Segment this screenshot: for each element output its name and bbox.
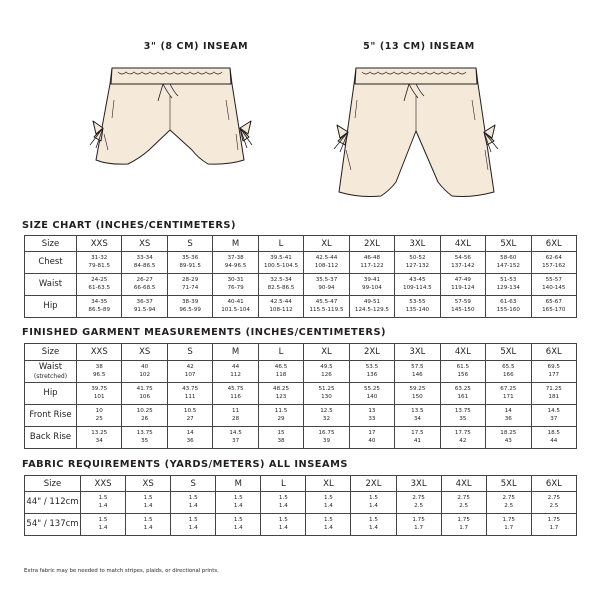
row-label: 54" / 137cm [25, 514, 81, 536]
measurement-cell: 46.5 118 [258, 361, 303, 383]
measurement-cell: 16.75 39 [304, 427, 349, 449]
size-chart-title: SIZE CHART (INCHES/CENTIMETERS) [22, 220, 236, 231]
size-column-header: L [258, 236, 303, 252]
measurement-cell: 1.5 1.4 [126, 492, 171, 514]
size-column-header: XL [304, 344, 349, 361]
row-label: Front Rise [25, 405, 77, 427]
measurement-cell: 39.75 101 [77, 383, 122, 405]
measurement-cell: 14 36 [486, 405, 531, 427]
measurement-cell: 42 107 [167, 361, 212, 383]
size-header: Size [25, 236, 77, 252]
fabric-requirements-title: FABRIC REQUIREMENTS (YARDS/METERS) ALL INSEAMS [22, 459, 348, 470]
measurement-cell: 50-52 127-132 [395, 252, 440, 274]
measurement-cell: 12.5 32 [304, 405, 349, 427]
measurement-cell: 69.5 177 [531, 361, 576, 383]
measurement-cell: 46-48 117-122 [349, 252, 394, 274]
size-chart-table [24, 235, 577, 318]
measurement-cell: 24-25 61-63.5 [77, 274, 122, 296]
measurement-cell: 2.75 2.5 [441, 492, 486, 514]
measurement-cell: 33-34 84-86.5 [122, 252, 167, 274]
measurement-cell: 13.75 35 [122, 427, 167, 449]
measurement-cell: 1.5 1.4 [171, 514, 216, 536]
row-label: Hip [25, 296, 77, 318]
measurement-cell: 31-32 79-81.5 [77, 252, 122, 274]
finished-measurements-title: FINISHED GARMENT MEASUREMENTS (INCHES/CENTIMETERS) [22, 327, 386, 338]
size-column-header: 4XL [440, 236, 485, 252]
measurement-cell: 43.75 111 [167, 383, 212, 405]
size-column-header: XS [126, 476, 171, 492]
size-column-header: 3XL [396, 476, 441, 492]
measurement-cell: 10.5 27 [167, 405, 212, 427]
size-column-header: S [167, 344, 212, 361]
measurement-cell: 35.5-37 90-94 [304, 274, 349, 296]
table-row [25, 383, 577, 405]
measurement-cell: 1.5 1.4 [216, 514, 261, 536]
table-row [25, 296, 577, 318]
measurement-cell: 40-41 101.5-104 [213, 296, 258, 318]
measurement-cell: 41.75 106 [122, 383, 167, 405]
size-column-header: XS [122, 236, 167, 252]
size-column-header: L [258, 344, 303, 361]
illustration-area [0, 0, 600, 215]
measurement-cell: 61.5 156 [440, 361, 485, 383]
size-column-header: 2XL [351, 476, 396, 492]
fabric-requirements-table [24, 475, 577, 536]
measurement-cell: 53-55 135-140 [395, 296, 440, 318]
measurement-cell: 67.25 171 [486, 383, 531, 405]
measurement-cell: 61-63 155-160 [486, 296, 531, 318]
measurement-cell: 62-64 157-162 [531, 252, 576, 274]
size-column-header: XXS [77, 236, 122, 252]
measurement-cell: 1.75 1.7 [531, 514, 576, 536]
measurement-cell: 10.25 26 [122, 405, 167, 427]
measurement-cell: 47-49 119-124 [440, 274, 485, 296]
measurement-cell: 34-35 86.5-89 [77, 296, 122, 318]
measurement-cell: 55-57 140-145 [531, 274, 576, 296]
measurement-cell: 1.5 1.4 [81, 492, 126, 514]
measurement-cell: 14 36 [167, 427, 212, 449]
size-column-header: XL [306, 476, 351, 492]
measurement-cell: 1.5 1.4 [216, 492, 261, 514]
measurement-cell: 11 28 [213, 405, 258, 427]
size-column-header: 6XL [531, 236, 576, 252]
measurement-cell: 2.75 2.5 [486, 492, 531, 514]
size-column-header: 4XL [440, 344, 485, 361]
shorts-3in-illustration [90, 68, 252, 164]
size-column-header: 4XL [441, 476, 486, 492]
measurement-cell: 17.75 42 [440, 427, 485, 449]
measurement-cell: 39.5-41 100.5-104.5 [258, 252, 303, 274]
measurement-cell: 1.5 1.4 [261, 492, 306, 514]
size-column-header: 3XL [395, 344, 440, 361]
size-column-header: XXS [77, 344, 122, 361]
measurement-cell: 38-39 96.5-99 [167, 296, 212, 318]
size-header: Size [25, 344, 77, 361]
measurement-cell: 14.5 37 [531, 405, 576, 427]
measurement-cell: 1.5 1.4 [126, 514, 171, 536]
measurement-cell: 49-51 124.5-129.5 [349, 296, 394, 318]
measurement-cell: 54-56 137-142 [440, 252, 485, 274]
size-column-header: M [213, 344, 258, 361]
table-row [25, 252, 577, 274]
size-column-header: 3XL [395, 236, 440, 252]
row-label: Chest [25, 252, 77, 274]
measurement-cell: 1.5 1.4 [351, 514, 396, 536]
row-label: Waist (stretched) [25, 361, 77, 383]
measurement-cell: 38 96.5 [77, 361, 122, 383]
measurement-cell: 17.5 41 [395, 427, 440, 449]
size-column-header: XXS [81, 476, 126, 492]
measurement-cell: 40 102 [122, 361, 167, 383]
size-column-header: 5XL [486, 476, 531, 492]
measurement-cell: 63.25 161 [440, 383, 485, 405]
measurement-cell: 13.5 34 [395, 405, 440, 427]
measurement-cell: 35-36 89-91.5 [167, 252, 212, 274]
short-inseam-title: 3" (8 CM) INSEAM [143, 41, 249, 52]
measurement-cell: 71.25 181 [531, 383, 576, 405]
shorts-5in-illustration [334, 68, 498, 197]
measurement-cell: 55.25 140 [349, 383, 394, 405]
row-label: Hip [25, 383, 77, 405]
size-column-header: 5XL [486, 344, 531, 361]
measurement-cell: 14.5 37 [213, 427, 258, 449]
size-column-header: S [171, 476, 216, 492]
table-row [25, 405, 577, 427]
measurement-cell: 65.5 166 [486, 361, 531, 383]
measurement-cell: 11.5 29 [258, 405, 303, 427]
measurement-cell: 1.5 1.4 [306, 514, 351, 536]
measurement-cell: 15 38 [258, 427, 303, 449]
measurement-cell: 2.75 2.5 [396, 492, 441, 514]
measurement-cell: 26-27 66-68.5 [122, 274, 167, 296]
measurement-cell: 44 112 [213, 361, 258, 383]
measurement-cell: 48.25 123 [258, 383, 303, 405]
measurement-cell: 37-38 94-96.5 [213, 252, 258, 274]
shorts-illustrations [0, 0, 600, 215]
measurement-cell: 57-59 145-150 [440, 296, 485, 318]
measurement-cell: 1.5 1.4 [261, 514, 306, 536]
measurement-cell: 32.5-34 82.5-86.5 [258, 274, 303, 296]
header-row [25, 476, 577, 492]
measurement-cell: 53.5 136 [349, 361, 394, 383]
measurement-cell: 1.75 1.7 [486, 514, 531, 536]
measurement-cell: 59.25 150 [395, 383, 440, 405]
size-column-header: 2XL [349, 344, 394, 361]
measurement-cell: 13.25 34 [77, 427, 122, 449]
size-column-header: XS [122, 344, 167, 361]
measurement-cell: 57.5 146 [395, 361, 440, 383]
table-row [25, 492, 577, 514]
measurement-cell: 51-53 129-134 [486, 274, 531, 296]
row-label: Back Rise [25, 427, 77, 449]
long-inseam-title: 5" (13 CM) INSEAM [363, 41, 475, 52]
measurement-cell: 13 33 [349, 405, 394, 427]
measurement-cell: 28-29 71-74 [167, 274, 212, 296]
size-column-header: 6XL [531, 476, 576, 492]
measurement-cell: 10 25 [77, 405, 122, 427]
measurement-cell: 18.5 44 [531, 427, 576, 449]
size-column-header: 2XL [349, 236, 394, 252]
finished-measurements-table [24, 343, 577, 449]
row-label: Waist [25, 274, 77, 296]
measurement-cell: 1.5 1.4 [306, 492, 351, 514]
header-row [25, 236, 577, 252]
table-row [25, 427, 577, 449]
size-column-header: 5XL [486, 236, 531, 252]
measurement-cell: 13.75 35 [440, 405, 485, 427]
measurement-cell: 30-31 76-79 [213, 274, 258, 296]
measurement-cell: 45.75 116 [213, 383, 258, 405]
row-label: 44" / 112cm [25, 492, 81, 514]
measurement-cell: 43-45 109-114.5 [395, 274, 440, 296]
measurement-cell: 42.5-44 108-112 [304, 252, 349, 274]
fabric-note: Extra fabric may be needed to match stripes, plaids, or directional prints. [24, 568, 219, 574]
header-row [25, 344, 577, 361]
measurement-cell: 51.25 130 [304, 383, 349, 405]
measurement-cell: 45.5-47 115.5-119.5 [304, 296, 349, 318]
measurement-cell: 2.75 2.5 [531, 492, 576, 514]
size-column-header: 6XL [531, 344, 576, 361]
measurement-cell: 1.5 1.4 [351, 492, 396, 514]
measurement-cell: 65-67 165-170 [531, 296, 576, 318]
table-row [25, 514, 577, 536]
measurement-cell: 58-60 147-152 [486, 252, 531, 274]
measurement-cell: 1.75 1.7 [441, 514, 486, 536]
size-column-header: L [261, 476, 306, 492]
measurement-cell: 39-41 99-104 [349, 274, 394, 296]
measurement-cell: 1.5 1.4 [81, 514, 126, 536]
measurement-cell: 17 40 [349, 427, 394, 449]
measurement-cell: 42.5-44 108-112 [258, 296, 303, 318]
measurement-cell: 36-37 91.5-94 [122, 296, 167, 318]
size-column-header: M [213, 236, 258, 252]
size-column-header: S [167, 236, 212, 252]
table-row [25, 274, 577, 296]
size-column-header: M [216, 476, 261, 492]
measurement-cell: 49.5 126 [304, 361, 349, 383]
size-column-header: XL [304, 236, 349, 252]
measurement-cell: 1.75 1.7 [396, 514, 441, 536]
table-row [25, 361, 577, 383]
size-header: Size [25, 476, 81, 492]
measurement-cell: 18.25 43 [486, 427, 531, 449]
measurement-cell: 1.5 1.4 [171, 492, 216, 514]
